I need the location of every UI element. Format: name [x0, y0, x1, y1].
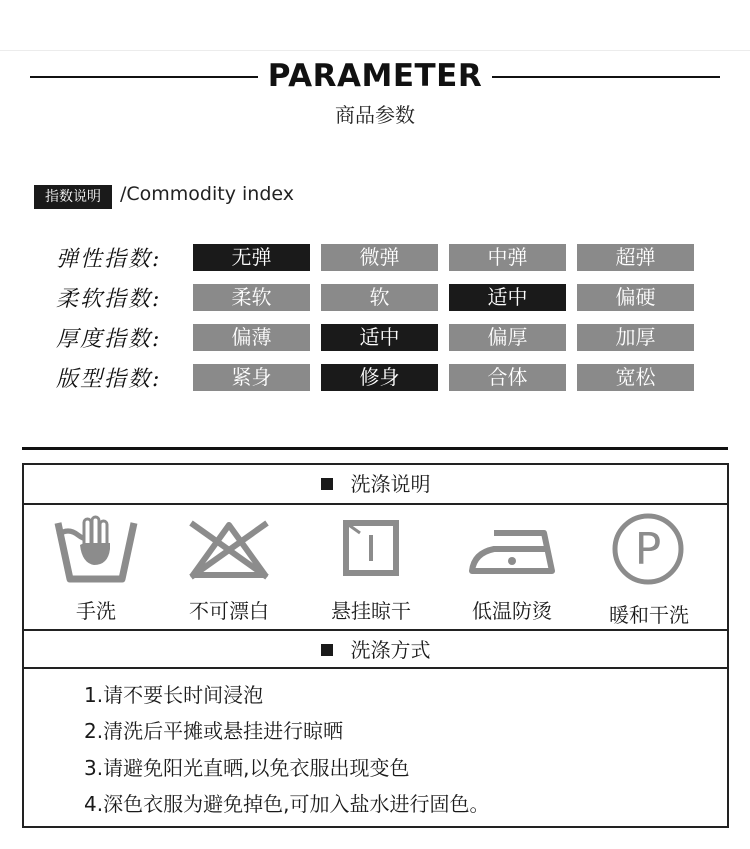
thickness-option: 加厚	[577, 324, 694, 351]
no-bleach-icon	[187, 517, 271, 581]
softness-label: 柔软指数:	[56, 287, 162, 312]
square-bullet-icon	[321, 644, 333, 656]
thickness-option: 偏薄	[193, 324, 310, 351]
no-bleach-label: 不可漂白	[189, 599, 269, 623]
thickness-label: 厚度指数:	[56, 327, 162, 352]
svg-text:P: P	[634, 524, 662, 575]
index-badge: 指数说明	[34, 185, 112, 209]
care-box	[22, 463, 729, 828]
wash-step: 4.深色衣服为避免掉色,可加入盐水进行固色。	[84, 792, 490, 816]
square-bullet-icon	[321, 478, 333, 490]
wash-step: 2.清洗后平摊或悬挂进行晾晒	[84, 719, 344, 743]
wash-step: 3.请避免阳光直晒,以免衣服出现变色	[84, 756, 410, 780]
page-title-text: PARAMETER	[258, 58, 492, 94]
softness-option: 适中	[449, 284, 566, 311]
top-divider	[0, 50, 750, 51]
hang-dry-label: 悬挂晾干	[331, 599, 411, 623]
elasticity-option: 中弹	[449, 244, 566, 271]
wash-instructions-header	[24, 465, 727, 503]
fit-label: 版型指数:	[56, 367, 162, 392]
fit-option: 紧身	[193, 364, 310, 391]
low-iron-label: 低温防烫	[472, 599, 552, 623]
fit-option: 合体	[449, 364, 566, 391]
wash-instructions-title: 洗涤说明	[350, 472, 431, 496]
softness-option: 软	[321, 284, 438, 311]
dry-clean-label: 暖和干洗	[609, 603, 689, 627]
page-title	[0, 58, 750, 94]
elasticity-option: 无弹	[193, 244, 310, 271]
fit-option: 修身	[321, 364, 438, 391]
method-divider-bottom	[24, 667, 727, 669]
wash-step: 1.请不要长时间浸泡	[84, 683, 264, 707]
dry-clean-icon	[610, 511, 686, 587]
low-iron-icon	[466, 525, 558, 577]
softness-option: 柔软	[193, 284, 310, 311]
section-divider	[22, 447, 728, 450]
hand-wash-label: 手洗	[76, 599, 116, 623]
page-subtitle: 商品参数	[335, 103, 415, 127]
header-divider	[24, 503, 727, 505]
wash-method-title: 洗涤方式	[350, 638, 431, 662]
elasticity-option: 超弹	[577, 244, 694, 271]
thickness-option: 偏厚	[449, 324, 566, 351]
hang-dry-icon	[342, 519, 400, 577]
elasticity-option: 微弹	[321, 244, 438, 271]
softness-option: 偏硬	[577, 284, 694, 311]
thickness-option: 适中	[321, 324, 438, 351]
wash-method-header	[24, 631, 727, 669]
elasticity-label: 弹性指数:	[56, 247, 162, 272]
index-subtitle: /Commodity index	[120, 183, 294, 205]
fit-option: 宽松	[577, 364, 694, 391]
hand-wash-icon	[54, 515, 138, 587]
